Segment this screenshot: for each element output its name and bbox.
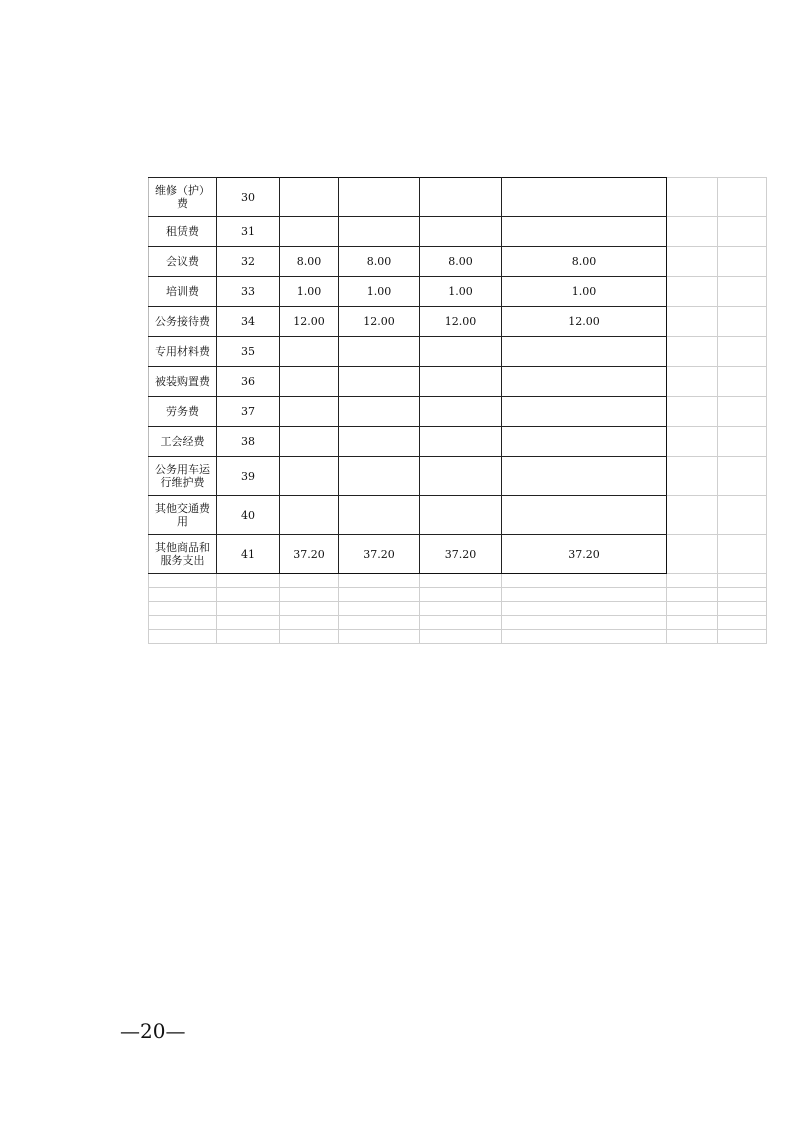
empty-cell	[420, 602, 502, 616]
value-cell	[502, 337, 667, 367]
value-cell: 12.00	[280, 307, 339, 337]
line-number-cell: 32	[217, 247, 280, 277]
line-number-cell: 38	[217, 427, 280, 457]
table-row	[149, 307, 767, 337]
value-cell: 8.00	[502, 247, 667, 277]
empty-cell	[667, 496, 718, 535]
value-cell	[420, 217, 502, 247]
empty-cell	[718, 457, 767, 496]
empty-cell	[667, 535, 718, 574]
value-cell: 8.00	[420, 247, 502, 277]
value-cell	[339, 337, 420, 367]
item-name-cell: 维修（护）费	[149, 178, 217, 217]
empty-cell	[667, 427, 718, 457]
empty-cell	[718, 367, 767, 397]
item-name-cell: 劳务费	[149, 397, 217, 427]
empty-cell	[718, 178, 767, 217]
empty-cell	[280, 602, 339, 616]
item-name-cell: 公务接待费	[149, 307, 217, 337]
empty-cell	[667, 602, 718, 616]
empty-cell	[280, 574, 339, 588]
empty-cell	[718, 602, 767, 616]
empty-cell	[667, 397, 718, 427]
value-cell	[420, 457, 502, 496]
empty-cell	[280, 630, 339, 644]
value-cell	[502, 427, 667, 457]
empty-cell	[420, 630, 502, 644]
value-cell	[420, 397, 502, 427]
empty-cell	[217, 616, 280, 630]
item-name-cell: 培训费	[149, 277, 217, 307]
line-number-cell: 40	[217, 496, 280, 535]
empty-cell	[667, 217, 718, 247]
empty-cell	[718, 616, 767, 630]
table-row	[149, 535, 767, 574]
item-name-cell: 被装购置费	[149, 367, 217, 397]
value-cell: 37.20	[420, 535, 502, 574]
item-name-cell: 工会经费	[149, 427, 217, 457]
empty-cell	[718, 277, 767, 307]
table-row	[149, 277, 767, 307]
empty-cell	[718, 496, 767, 535]
item-name-cell: 租赁费	[149, 217, 217, 247]
empty-cell	[667, 457, 718, 496]
value-cell	[339, 397, 420, 427]
value-cell	[502, 178, 667, 217]
empty-cell	[280, 588, 339, 602]
empty-cell	[502, 630, 667, 644]
value-cell	[502, 496, 667, 535]
value-cell	[280, 337, 339, 367]
value-cell	[339, 496, 420, 535]
line-number-cell: 33	[217, 277, 280, 307]
line-number-cell: 34	[217, 307, 280, 337]
value-cell: 8.00	[339, 247, 420, 277]
line-number-cell: 35	[217, 337, 280, 367]
item-name-cell: 公务用车运行维护费	[149, 457, 217, 496]
empty-cell	[217, 574, 280, 588]
empty-cell	[149, 616, 217, 630]
value-cell	[420, 367, 502, 397]
empty-cell	[667, 616, 718, 630]
value-cell	[280, 496, 339, 535]
value-cell	[502, 397, 667, 427]
item-name-cell: 其他商品和服务支出	[149, 535, 217, 574]
value-cell	[280, 457, 339, 496]
line-number-cell: 39	[217, 457, 280, 496]
empty-cell	[339, 616, 420, 630]
empty-cell	[667, 367, 718, 397]
empty-cell	[339, 588, 420, 602]
value-cell	[339, 367, 420, 397]
empty-cell	[149, 588, 217, 602]
value-cell: 37.20	[502, 535, 667, 574]
item-name-cell: 其他交通费用	[149, 496, 217, 535]
empty-cell	[217, 588, 280, 602]
empty-cell	[718, 630, 767, 644]
table-row	[149, 367, 767, 397]
value-cell: 37.20	[280, 535, 339, 574]
table-row	[149, 337, 767, 367]
table-row	[149, 217, 767, 247]
empty-cell	[502, 574, 667, 588]
value-cell	[280, 217, 339, 247]
value-cell	[280, 178, 339, 217]
empty-cell	[667, 588, 718, 602]
empty-cell	[667, 337, 718, 367]
empty-cell	[280, 616, 339, 630]
empty-cell	[667, 247, 718, 277]
empty-cell	[718, 588, 767, 602]
value-cell	[339, 427, 420, 457]
line-number-cell: 30	[217, 178, 280, 217]
empty-cell	[420, 574, 502, 588]
empty-cell	[149, 602, 217, 616]
empty-cell	[217, 630, 280, 644]
empty-cell	[667, 277, 718, 307]
value-cell: 12.00	[502, 307, 667, 337]
value-cell: 37.20	[339, 535, 420, 574]
empty-cell	[339, 630, 420, 644]
value-cell	[339, 217, 420, 247]
table-row	[149, 397, 767, 427]
empty-cell	[667, 178, 718, 217]
empty-cell	[718, 535, 767, 574]
line-number-cell: 37	[217, 397, 280, 427]
empty-cell	[667, 307, 718, 337]
empty-cell	[718, 307, 767, 337]
empty-cell	[339, 602, 420, 616]
item-name-cell: 专用材料费	[149, 337, 217, 367]
empty-cell	[718, 337, 767, 367]
value-cell: 12.00	[339, 307, 420, 337]
empty-cell	[502, 616, 667, 630]
empty-cell	[339, 574, 420, 588]
line-number-cell: 31	[217, 217, 280, 247]
line-number-cell: 41	[217, 535, 280, 574]
table-row	[149, 178, 767, 217]
value-cell	[339, 457, 420, 496]
empty-grid-row	[149, 602, 767, 616]
value-cell: 1.00	[280, 277, 339, 307]
value-cell	[420, 496, 502, 535]
item-name-cell: 会议费	[149, 247, 217, 277]
empty-cell	[420, 588, 502, 602]
value-cell	[280, 367, 339, 397]
value-cell: 12.00	[420, 307, 502, 337]
empty-grid-row	[149, 630, 767, 644]
value-cell	[420, 427, 502, 457]
empty-cell	[217, 602, 280, 616]
line-number-cell: 36	[217, 367, 280, 397]
value-cell: 1.00	[502, 277, 667, 307]
value-cell	[420, 178, 502, 217]
empty-cell	[667, 574, 718, 588]
empty-cell	[502, 602, 667, 616]
empty-cell	[667, 630, 718, 644]
value-cell: 8.00	[280, 247, 339, 277]
empty-grid-row	[149, 588, 767, 602]
empty-cell	[718, 397, 767, 427]
empty-cell	[420, 616, 502, 630]
empty-cell	[502, 588, 667, 602]
empty-cell	[718, 217, 767, 247]
empty-cell	[718, 427, 767, 457]
empty-cell	[149, 630, 217, 644]
table-row	[149, 247, 767, 277]
value-cell	[502, 217, 667, 247]
table-row	[149, 496, 767, 535]
value-cell: 1.00	[420, 277, 502, 307]
table-row	[149, 457, 767, 496]
value-cell	[280, 397, 339, 427]
value-cell	[420, 337, 502, 367]
expense-table	[148, 177, 767, 644]
table-row	[149, 427, 767, 457]
empty-grid-row	[149, 574, 767, 588]
empty-cell	[718, 574, 767, 588]
page-number: —20—	[120, 1019, 186, 1043]
value-cell	[339, 178, 420, 217]
value-cell	[502, 457, 667, 496]
value-cell: 1.00	[339, 277, 420, 307]
empty-grid-row	[149, 616, 767, 630]
value-cell	[280, 427, 339, 457]
empty-cell	[149, 574, 217, 588]
empty-cell	[718, 247, 767, 277]
value-cell	[502, 367, 667, 397]
